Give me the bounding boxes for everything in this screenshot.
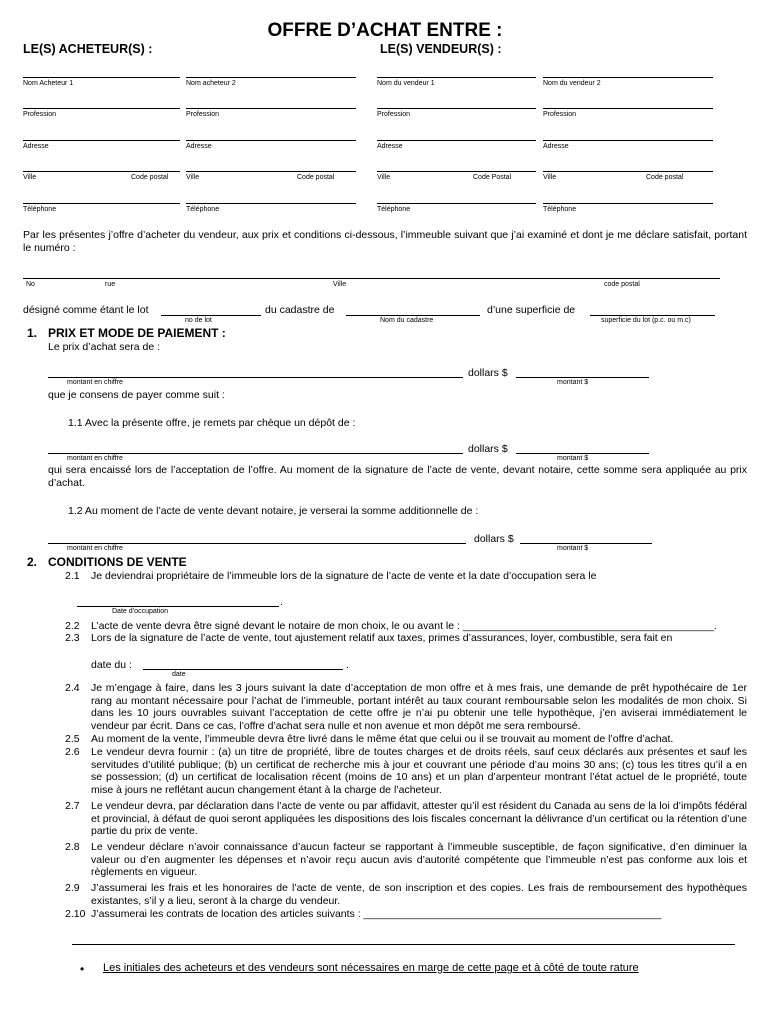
clause-2-2: L’acte de vente devra être signé devant le notaire de mon choix, le ou avant le : ___________________________________________.: [91, 620, 717, 632]
clause-num-2-8: 2.8: [65, 841, 80, 853]
caption-deposit-amount: montant $: [557, 455, 589, 462]
caption-additional-words: montant en chiffre: [67, 545, 123, 552]
document-title: OFFRE D’ACHAT ENTRE :: [267, 20, 503, 41]
caption-cadastre: Nom du cadastre: [380, 317, 434, 324]
caption-lot: no de lot: [185, 317, 212, 324]
clause-num-2-7: 2.7: [65, 800, 80, 812]
seller2-caption-2: Adresse: [543, 143, 569, 150]
buyer2-caption-3: Ville: [186, 174, 200, 181]
seller2-caption-3: Ville: [543, 174, 557, 181]
clause-num-2-10: 2.10: [65, 908, 86, 920]
buyer2-field-1[interactable]: [186, 108, 356, 109]
clause-num-2-9: 2.9: [65, 882, 80, 894]
seller2-field-2[interactable]: [543, 140, 713, 141]
buyer2-field-2[interactable]: [186, 140, 356, 141]
clause-num-2-2: 2.2: [65, 620, 80, 632]
deposit-explanation: qui sera encaissé lors de l’acceptation de l’offre. Au moment de la signature de l’acte de vente, devant notaire, cette somme sera appliquée au prix d’achat.: [48, 464, 747, 489]
price-words-field[interactable]: [48, 377, 463, 378]
seller2-field-3[interactable]: [543, 171, 713, 172]
clause-1-2: 1.2 Au moment de l’acte de vente devant notaire, je verserai la somme additionnelle de :: [68, 505, 479, 517]
buyers-heading: LE(S) ACHETEUR(S) :: [23, 42, 153, 56]
adjust-date-field[interactable]: [143, 669, 343, 670]
footer-rule: [72, 944, 735, 945]
seller1-caption-1: Profession: [377, 111, 411, 118]
buyer2-caption-postal: Code postal: [297, 174, 335, 181]
seller2-caption-4: Téléphone: [543, 206, 577, 213]
caption-price-words: montant en chiffre: [67, 379, 123, 386]
footer-note: Les initiales des acheteurs et des vendeurs sont nécessaires en marge de cette page et à côté de toute rature: [103, 962, 639, 974]
buyer2-field-4[interactable]: [186, 203, 356, 204]
section2-title: CONDITIONS DE VENTE: [48, 555, 187, 569]
buyer1-field-1[interactable]: [23, 108, 180, 109]
caption-ville: Ville: [333, 281, 347, 288]
additional-dollars-label: dollars $: [474, 533, 514, 545]
buyer2-caption-4: Téléphone: [186, 206, 220, 213]
sellers-heading: LE(S) VENDEUR(S) :: [380, 42, 502, 56]
seller1-caption-postal: Code Postal: [473, 174, 512, 181]
clause-1-1: 1.1 Avec la présente offre, je remets par chèque un dépôt de :: [68, 417, 356, 429]
section1-number: 1.: [27, 326, 38, 340]
buyer2-caption-2: Adresse: [186, 143, 212, 150]
buyer2-field-3[interactable]: [186, 171, 356, 172]
clause-num-2-6: 2.6: [65, 746, 80, 758]
buyer1-field-3[interactable]: [23, 171, 180, 172]
clause-2-9: J’assumerai les frais et les honoraires de l’acte de vente, de son inscription et des copies. Les frais de remboursement des hypothèques existantes, s’il y a lieu, seront à la charge du vendeur.: [91, 882, 747, 907]
lot-number-field[interactable]: [161, 315, 261, 316]
clause-num-2-1: 2.1: [65, 570, 80, 582]
footer-bullet: •: [80, 962, 85, 976]
section1-title: PRIX ET MODE DE PAIEMENT :: [48, 326, 226, 340]
seller1-caption-3: Ville: [377, 174, 391, 181]
buyer1-field-4[interactable]: [23, 203, 180, 204]
buyer1-field-0[interactable]: [23, 77, 180, 78]
seller2-field-4[interactable]: [543, 203, 713, 204]
caption-occupation: Date d’occupation: [112, 608, 169, 615]
clause-num-2-3: 2.3: [65, 632, 80, 644]
lot-cadastre-label: du cadastre de: [265, 304, 335, 316]
seller1-field-2[interactable]: [377, 140, 536, 141]
clause-num-2-5: 2.5: [65, 733, 80, 745]
buyer2-field-0[interactable]: [186, 77, 356, 78]
deposit-dollars-label: dollars $: [468, 443, 508, 455]
seller2-field-0[interactable]: [543, 77, 713, 78]
seller1-caption-4: Téléphone: [377, 206, 411, 213]
buyer2-caption-0: Nom acheteur 2: [186, 80, 236, 87]
adjust-date-label: date du :: [91, 659, 132, 671]
price-intro: Le prix d’achat sera de :: [48, 341, 161, 353]
seller1-caption-2: Adresse: [377, 143, 403, 150]
buyer1-caption-3: Ville: [23, 174, 37, 181]
cadastre-name-field[interactable]: [346, 315, 480, 316]
buyer1-caption-4: Téléphone: [23, 206, 57, 213]
caption-additional-amount: montant $: [557, 545, 589, 552]
clause-2-3: Lors de la signature de l’acte de vente, tout ajustement relatif aux taxes, primes d’assurances, loyer, combustible, sera fait en: [91, 632, 673, 644]
adjust-date-period: .: [346, 659, 349, 671]
lot-prefix: désigné comme étant le lot: [23, 304, 149, 316]
superficie-field[interactable]: [590, 315, 715, 316]
buyer1-field-2[interactable]: [23, 140, 180, 141]
clause-2-7: Le vendeur devra, par déclaration dans l’acte de vente ou par affidavit, attester qu’il est résident du Canada au sens de la loi d’impôts fédéral et provincial, à défaut de quoi seront appliquées les dispositions des lois fiscales concernant la délivrance d’un certificat ou la rétention d’une partie du prix de vente.: [91, 800, 747, 837]
seller2-caption-postal: Code postal: [646, 174, 684, 181]
seller2-caption-1: Profession: [543, 111, 577, 118]
caption-price-amount: montant $: [557, 379, 589, 386]
additional-amount-field[interactable]: [520, 543, 652, 544]
pay-as-text: que je consens de payer comme suit :: [48, 389, 225, 401]
deposit-amount-field[interactable]: [516, 453, 649, 454]
clause-2-8: Le vendeur déclare n’avoir connaissance d’aucun facteur se rapportant à l’immeuble susceptible, de façon significative, d’en diminuer la valeur ou d’en augmenter les dépenses et n’avoir reçu aucun avis d’autorité compétente que l’immeuble n’est pas conforme aux lois et règlements en vigueur.: [91, 841, 747, 878]
intro-paragraph: Par les présentes j’offre d’acheter du vendeur, aux prix et conditions ci-dessous, l’immeuble suivant que j’ai examiné et dont je me déclare satisfait, portant le numéro :: [23, 229, 747, 254]
caption-deposit-words: montant en chiffre: [67, 455, 123, 462]
buyer1-caption-postal: Code postal: [131, 174, 169, 181]
clause-2-10: J’assumerai les contrats de location des articles suivants : ___________________________________________________: [91, 908, 662, 920]
seller1-field-0[interactable]: [377, 77, 536, 78]
buyer1-caption-0: Nom Acheteur 1: [23, 80, 74, 87]
buyer1-caption-1: Profession: [23, 111, 57, 118]
clause-2-1: Je deviendrai propriétaire de l’immeuble lors de la signature de l’acte de vente et la date d’occupation sera le: [91, 570, 597, 582]
price-amount-field[interactable]: [516, 377, 649, 378]
buyer2-caption-1: Profession: [186, 111, 220, 118]
seller1-field-4[interactable]: [377, 203, 536, 204]
clause-2-4: Je m’engage à faire, dans les 3 jours suivant la date d’acceptation de mon offre et à mes frais, une demande de prêt hypothécaire de 1er rang au montant nécessaire pour l’achat de l’immeuble, portant intérêt au taux courant remboursable selon les modalités de mon choix. Si dans les 10 jours ouvrables suivant l’acceptation de cette offre je n’ai pu obtenir une telle hypothèque, j’en aviserai immédiatement le vendeur par écrit. Dans ce cas, l’offre d’achat sera nulle et non avenue et mon dépôt me sera remboursé.: [91, 682, 747, 732]
occupation-date-field[interactable]: [77, 606, 279, 607]
address-line[interactable]: [23, 278, 720, 279]
clause-num-2-4: 2.4: [65, 682, 80, 694]
clause-2-5: Au moment de la vente, l’immeuble devra être livré dans le même état que celui ou il se trouvait au moment de l’offre d’achat.: [91, 733, 674, 745]
caption-superficie: superficie du lot (p.c. ou m.c): [601, 317, 691, 324]
seller1-field-3[interactable]: [377, 171, 536, 172]
seller2-field-1[interactable]: [543, 108, 713, 109]
occupation-period: .: [280, 596, 283, 608]
seller2-caption-0: Nom du vendeur 2: [543, 80, 601, 87]
deposit-words-field[interactable]: [48, 453, 463, 454]
seller1-caption-0: Nom du vendeur 1: [377, 80, 435, 87]
caption-date: date: [172, 671, 186, 678]
additional-words-field[interactable]: [48, 543, 466, 544]
seller1-field-1[interactable]: [377, 108, 536, 109]
price-dollars-label: dollars $: [468, 367, 508, 379]
buyer1-caption-2: Adresse: [23, 143, 49, 150]
lot-superficie-label: d’une superficie de: [487, 304, 576, 316]
section2-number: 2.: [27, 555, 38, 569]
caption-no: No: [26, 281, 35, 288]
clause-2-6: Le vendeur devra fournir : (a) un titre de propriété, libre de toutes charges et de droits réels, sauf ceux déclarés aux présentes et sauf les servitudes d’utilité publique; (b) un certificat de recherche mis à jour et couvrant une période d’au moins 30 ans; (c) tous les titres qu’il a en se possession; (d) un certificat de localisation récent (moins de 10 ans) et un plan d’arpenteur montrant l’état actuel de le propriété, toute mise à jours ne reflétant aucun changement étant à la charge de l’acheteur.: [91, 746, 747, 796]
caption-code-postal: code postal: [604, 281, 640, 288]
caption-rue: rue: [105, 281, 116, 288]
